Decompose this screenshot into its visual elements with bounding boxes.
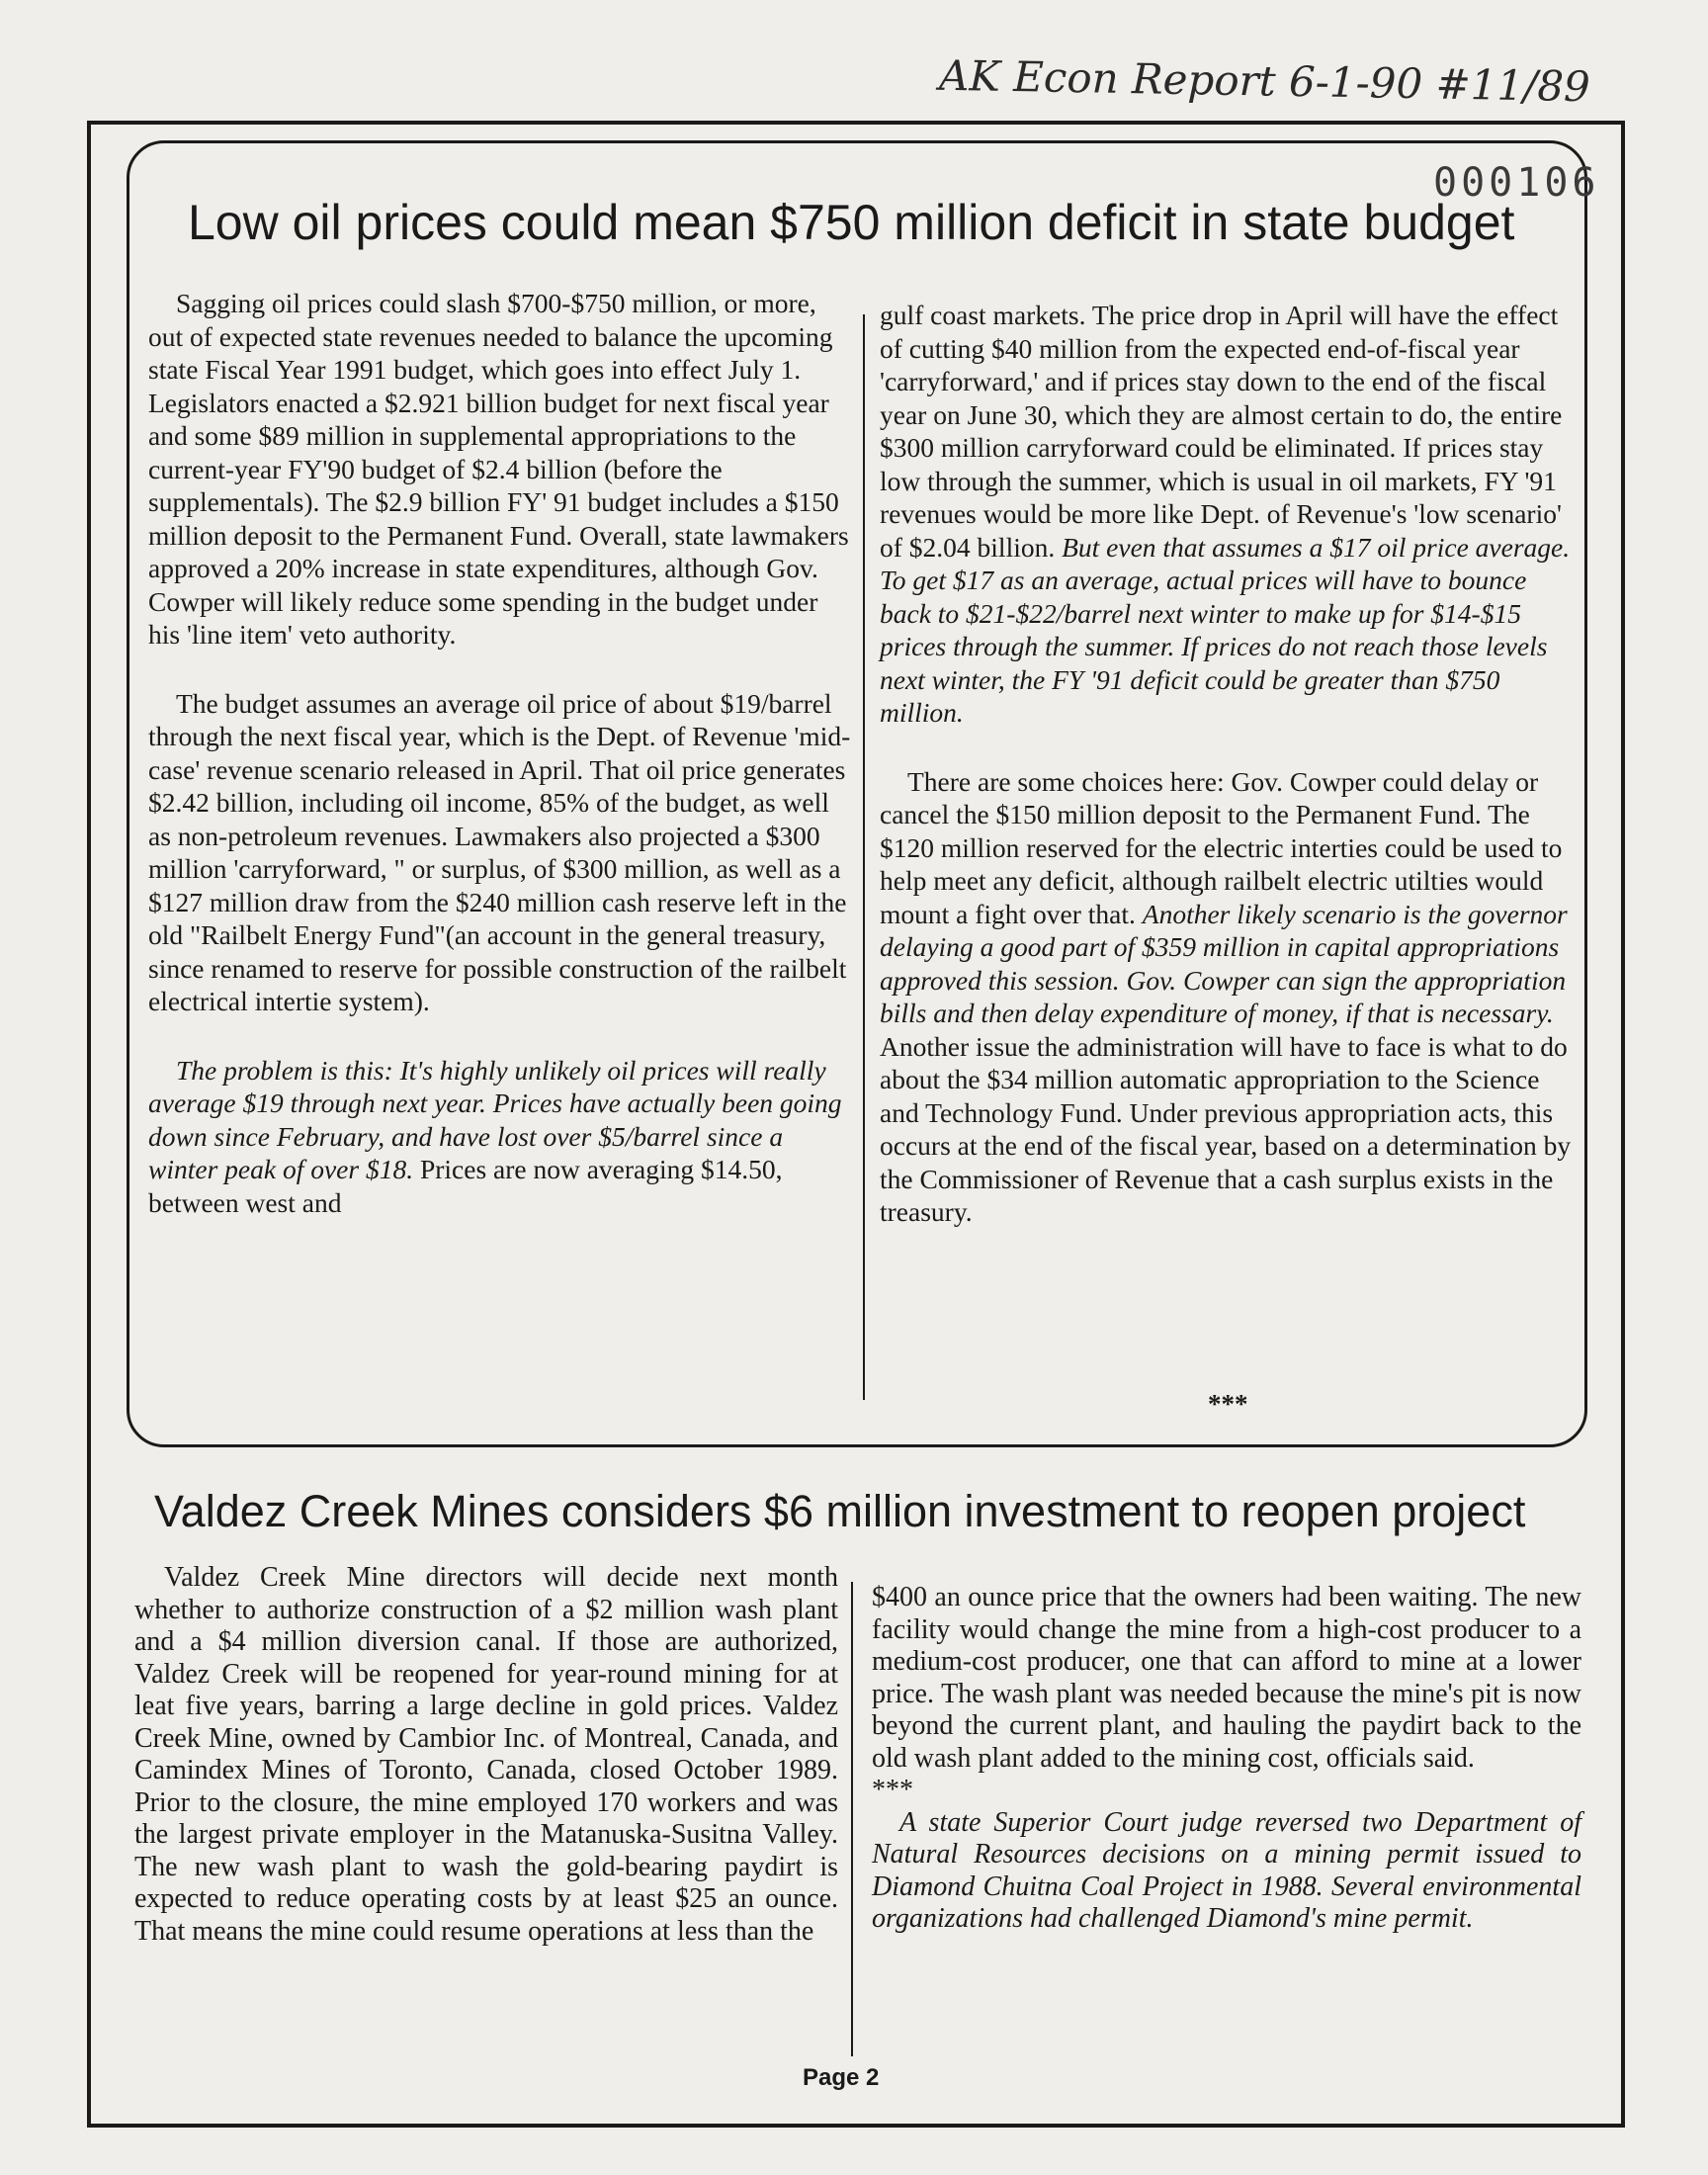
document-number: 000106 [1433,160,1600,206]
section-separator: *** [872,1775,913,1805]
column-divider [851,1582,853,2056]
italic-text: Another likely scenario is the governor delaying a good part of $359 million in capital appropriations approved this session. Gov. Cowper can sign the appropriation bills and then delay expenditure of money, if that is necessary. [880,898,1568,1028]
paragraph-text: There are some choices here: Gov. Cowper could delay or cancel the $150 million deposit to the Permanent Fund. The $120 million reserved for the electric interties could be used to help meet any deficit, although railbelt electric utilties would mount a fight over that. [880,765,1563,929]
article1-paragraph [880,765,1580,1229]
article2-headline: Valdez Creek Mines considers $6 million investment to reopen project [154,1486,1526,1536]
article1-paragraph [148,1054,852,1220]
article2-column-1 [134,1562,838,1948]
article2-paragraph [872,1807,1581,1936]
paragraph-text: gulf coast markets. The price drop in April will have the effect of cutting $40 million from the expected end-of-fiscal year 'carryforward,' and if prices stay down to the end of the fiscal year on June 30, which they are almost certain to do, the entire $300 million carryforward could be eliminated. If prices stay low through the summer, which is usual in oil markets, FY '91 revenues would be more like Dept. of Revenue's 'low scenario' of $2.04 billion. [880,300,1563,563]
article1-headline: Low oil prices could mean $750 million deficit in state budget [188,195,1515,250]
article1-paragraph [880,299,1580,730]
italic-text: A state Superior Court judge reversed two Department of Natural Resources decisions on a mining permit issued to Diamond Chuitna Coal Project in 1988. Several environmental organizations had challenged Diamond's mine permit. [872,1806,1581,1934]
article2-paragraph: $400 an ounce price that the owners had been waiting. The new facility would change the mine from a high-cost producer to a medium-cost producer, one that can afford to mine at a lower price. The wash plant was needed because the mine's pit is now beyond the current plant, and hauling the paydirt back to the old wash plant added to the mining cost, officials said. [872,1582,1581,1774]
paragraph-text: Another issue the administration will have to face is what to do about the $34 million automatic appropriation to the Science and Technology Fund. Under previous appropriation acts, this occurs at the end of the fiscal year, based on a determination by the Commissioner of Revenue that a cash surplus exists in the treasury. [880,1030,1572,1227]
article1-paragraph: The budget assumes an average oil price of about $19/barrel through the next fiscal year, which is the Dept. of Revenue 'mid-case' revenue scenario released in April. That oil price generates $2.42 billion, including oil income, 85% of the budget, as well as non-petroleum revenues. Lawmakers also projected a $300 million 'carryforward, " or surplus, of $300 million, as well as a $127 million draw from the $240 million cash reserve left in the old "Railbelt Energy Fund"(an account in the general treasury, since renamed to reserve for possible construction of the railbelt electrical intertie system). [148,687,851,1016]
column-divider [863,314,865,1400]
section-separator: *** [1208,1389,1248,1419]
article1-column-2 [880,299,1580,1229]
article2-column-2 [872,1582,1581,1936]
page-number: Page 2 [803,2064,880,2091]
article1-column-1 [148,287,852,1219]
paragraph-text: Prices are now averaging $14.50, between west and [148,1154,783,1218]
italic-text: The problem is this: It's highly unlikely oil prices will really average $19 through next year. Prices have actually been going down since February, and have lost over $5/barrel since a winter peak of over $18. [148,1054,842,1184]
article2-paragraph: Valdez Creek Mine directors will decide next month whether to authorize construction of a $2 million wash plant and a $4 million diversion canal. If those are authorized, Valdez Creek will be reopened for year-round mining for at leat five years, barring a large decline in gold prices. Valdez Creek Mine, owned by Cambior Inc. of Montreal, Canada, and Camindex Mines of Toronto, Canada, closed October 1989. Prior to the closure, the mine employed 170 workers and was the largest private employer in the Matanuska-Susitna Valley. The new wash plant to wash the gold-bearing paydirt is expected to reduce operating costs by at least $25 an ounce. That means the mine could resume operations at less than the [134,1562,838,1947]
handwritten-note: AK Econ Report 6-1-90 #11/89 [938,50,1591,112]
article1-paragraph: Sagging oil prices could slash $700-$750 million, or more, out of expected state revenues needed to balance the upcoming state Fiscal Year 1991 budget, which goes into effect July 1. Legislators enacted a $2.921 billion budget for next fiscal year and some $89 million in supplemental appropriations to the current-year FY'90 budget of $2.4 billion (before the supplementals). The $2.9 billion FY' 91 budget includes a $150 million deposit to the Permanent Fund. Overall, state lawmakers approved a 20% increase in state expenditures, although Gov. Cowper will likely reduce some spending in the budget under his 'line item' veto authority. [148,288,849,650]
italic-text: But even that assumes a $17 oil price average. To get $17 as an average, actual prices will have to bounce back to $21-$22/barrel next winter to make up for $14-$15 prices through the summer. If prices do not reach those levels next winter, the FY '91 deficit could be greater than $750 million. [880,531,1571,728]
